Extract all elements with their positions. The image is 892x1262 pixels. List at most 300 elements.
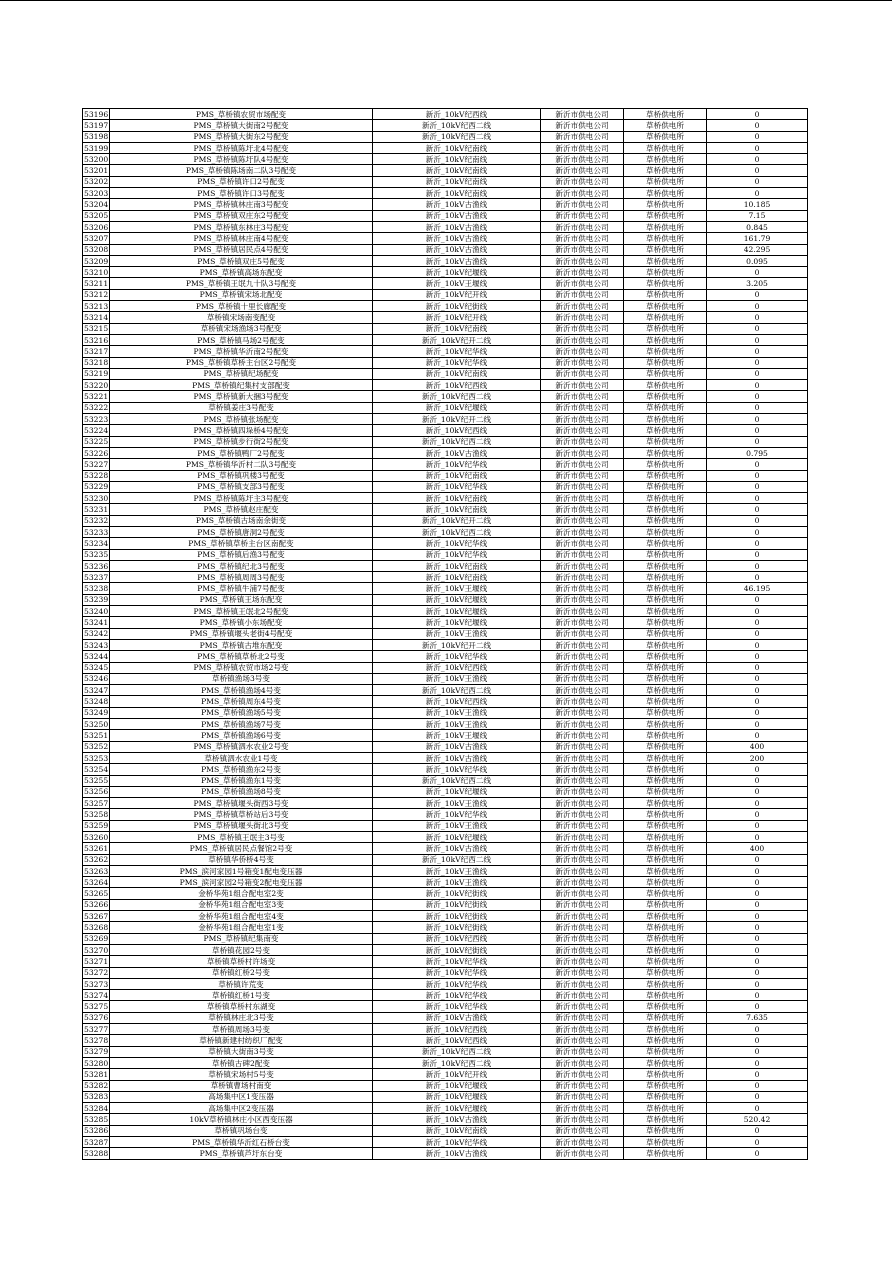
table-row bbox=[83, 786, 808, 797]
transformer-name-cell: 草桥镇宋场村5号变 bbox=[110, 1069, 373, 1080]
value-cell: 0 bbox=[707, 425, 808, 436]
value-cell: 0 bbox=[707, 323, 808, 334]
value-cell: 0 bbox=[707, 526, 808, 537]
company-cell: 新沂市供电公司 bbox=[541, 481, 624, 492]
table-row bbox=[83, 391, 808, 402]
value-cell: 0 bbox=[707, 775, 808, 786]
company-cell: 新沂市供电公司 bbox=[541, 944, 624, 955]
table-row bbox=[83, 820, 808, 831]
feeder-line-cell: 新沂_10kV王渔线 bbox=[373, 719, 541, 730]
transformer-name-cell: 草桥镇林庄北3号变 bbox=[110, 1012, 373, 1023]
station-cell: 草桥供电所 bbox=[624, 210, 707, 221]
transformer-name-cell: PMS_草桥镇陈圩主3号配变 bbox=[110, 493, 373, 504]
transformer-name-cell: PMS_草桥镇小东场配变 bbox=[110, 617, 373, 628]
table-row bbox=[83, 617, 808, 628]
company-cell: 新沂市供电公司 bbox=[541, 1057, 624, 1068]
table-row bbox=[83, 334, 808, 345]
row-id-cell: 53236 bbox=[84, 561, 109, 571]
row-id-cell: 53202 bbox=[84, 177, 109, 187]
transformer-name-cell: 金桥华苑1组合配电室2变 bbox=[110, 888, 373, 899]
transformer-name-cell: PMS_草桥镇渔东2号变 bbox=[110, 764, 373, 775]
row-id-cell: 53276 bbox=[84, 1013, 109, 1023]
row-id-cell: 53251 bbox=[84, 730, 109, 740]
station-cell: 草桥供电所 bbox=[624, 109, 707, 120]
station-cell: 草桥供电所 bbox=[624, 1035, 707, 1046]
station-cell: 草桥供电所 bbox=[624, 888, 707, 899]
transformer-name-cell: PMS_草桥镇农贸市场2号变 bbox=[110, 662, 373, 673]
transformer-name-cell: PMS_草桥镇大街南2号配变 bbox=[110, 120, 373, 131]
station-cell: 草桥供电所 bbox=[624, 425, 707, 436]
row-id-cell: 53218 bbox=[84, 358, 109, 368]
table-row bbox=[83, 854, 808, 865]
row-id-cell: 53215 bbox=[84, 324, 109, 334]
company-cell: 新沂市供电公司 bbox=[541, 786, 624, 797]
table-row bbox=[83, 764, 808, 775]
table-row bbox=[83, 990, 808, 1001]
row-id-cell: 53221 bbox=[84, 392, 109, 402]
row-id-cell: 53282 bbox=[84, 1081, 109, 1091]
transformer-name-cell: PMS_草桥镇周东4号变 bbox=[110, 696, 373, 707]
transformer-name-cell: 草桥镇红桥1号变 bbox=[110, 990, 373, 1001]
feeder-line-cell: 新沂_10kV纪华线 bbox=[373, 549, 541, 560]
company-cell: 新沂市供电公司 bbox=[541, 402, 624, 413]
station-cell: 草桥供电所 bbox=[624, 244, 707, 255]
feeder-line-cell: 新沂_10kV纪华线 bbox=[373, 651, 541, 662]
value-cell: 0 bbox=[707, 1137, 808, 1148]
row-id-cell: 53207 bbox=[84, 233, 109, 243]
company-cell: 新沂市供电公司 bbox=[541, 1137, 624, 1148]
value-cell: 0 bbox=[707, 911, 808, 922]
value-cell: 0 bbox=[707, 854, 808, 865]
transformer-name-cell: 草桥镇曹场村南变 bbox=[110, 1080, 373, 1091]
value-cell: 0 bbox=[707, 346, 808, 357]
transformer-name-cell: 草桥镇草桥村许场变 bbox=[110, 956, 373, 967]
table-row bbox=[83, 741, 808, 752]
transformer-name-cell: PMS_草桥镇马场2号配变 bbox=[110, 334, 373, 345]
transformer-name-cell: 草桥镇许荒变 bbox=[110, 978, 373, 989]
table-row bbox=[83, 414, 808, 425]
station-cell: 草桥供电所 bbox=[624, 933, 707, 944]
table-row bbox=[83, 606, 808, 617]
station-cell: 草桥供电所 bbox=[624, 233, 707, 244]
company-cell: 新沂市供电公司 bbox=[541, 639, 624, 650]
transformer-name-cell: 草桥镇巩场台变 bbox=[110, 1125, 373, 1136]
transformer-name-cell: PMS_草桥镇草桥主台区南配变 bbox=[110, 538, 373, 549]
row-id-cell: 53239 bbox=[84, 595, 109, 605]
page-top-rule bbox=[0, 0, 892, 1]
value-cell: 0 bbox=[707, 628, 808, 639]
row-id-cell: 53238 bbox=[84, 584, 109, 594]
value-cell: 0 bbox=[707, 967, 808, 978]
value-cell: 161.79 bbox=[707, 233, 808, 244]
feeder-line-cell: 新沂_10kV纪南线 bbox=[373, 572, 541, 583]
table-row bbox=[83, 775, 808, 786]
table-row bbox=[83, 199, 808, 210]
station-cell: 草桥供电所 bbox=[624, 865, 707, 876]
station-cell: 草桥供电所 bbox=[624, 1125, 707, 1136]
transformer-name-cell: PMS_草桥镇唐洞2号配变 bbox=[110, 526, 373, 537]
transformer-name-cell: PMS_草桥镇王场东配变 bbox=[110, 594, 373, 605]
table-row bbox=[83, 1125, 808, 1136]
company-cell: 新沂市供电公司 bbox=[541, 1114, 624, 1125]
feeder-line-cell: 新沂_10kV纪堰线 bbox=[373, 617, 541, 628]
company-cell: 新沂市供电公司 bbox=[541, 109, 624, 120]
value-cell: 0.095 bbox=[707, 255, 808, 266]
table-row bbox=[83, 267, 808, 278]
station-cell: 草桥供电所 bbox=[624, 436, 707, 447]
company-cell: 新沂市供电公司 bbox=[541, 221, 624, 232]
table-row bbox=[83, 809, 808, 820]
value-cell: 0 bbox=[707, 707, 808, 718]
company-cell: 新沂市供电公司 bbox=[541, 1046, 624, 1057]
feeder-line-cell: 新沂_10kV古渔线 bbox=[373, 447, 541, 458]
row-id-cell: 53253 bbox=[84, 753, 109, 763]
station-cell: 草桥供电所 bbox=[624, 752, 707, 763]
table-row bbox=[83, 1024, 808, 1035]
row-id-cell: 53261 bbox=[84, 843, 109, 853]
value-cell: 0 bbox=[707, 1148, 808, 1159]
row-id-cell: 53223 bbox=[84, 414, 109, 424]
company-cell: 新沂市供电公司 bbox=[541, 560, 624, 571]
company-cell: 新沂市供电公司 bbox=[541, 1080, 624, 1091]
feeder-line-cell: 新沂_10kV纪华线 bbox=[373, 346, 541, 357]
feeder-line-cell: 新沂_10kV纪西二线 bbox=[373, 526, 541, 537]
station-cell: 草桥供电所 bbox=[624, 990, 707, 1001]
company-cell: 新沂市供电公司 bbox=[541, 380, 624, 391]
station-cell: 草桥供电所 bbox=[624, 1057, 707, 1068]
station-cell: 草桥供电所 bbox=[624, 267, 707, 278]
table-row bbox=[83, 628, 808, 639]
row-id-cell: 53204 bbox=[84, 200, 109, 210]
feeder-line-cell: 新沂_10kV纪开线 bbox=[373, 1069, 541, 1080]
table-row bbox=[83, 730, 808, 741]
table-row bbox=[83, 188, 808, 199]
table-row bbox=[83, 538, 808, 549]
table-row bbox=[83, 1091, 808, 1102]
transformer-name-cell: PMS_草桥镇陈场南二队3号配变 bbox=[110, 165, 373, 176]
transformer-name-cell: PMS_草桥镇十里长廊配变 bbox=[110, 301, 373, 312]
station-cell: 草桥供电所 bbox=[624, 131, 707, 142]
feeder-line-cell: 新沂_10kV纪华线 bbox=[373, 764, 541, 775]
table-row bbox=[83, 402, 808, 413]
row-id-cell: 53252 bbox=[84, 742, 109, 752]
value-cell: 0 bbox=[707, 1024, 808, 1035]
row-id-cell: 53222 bbox=[84, 403, 109, 413]
company-cell: 新沂市供电公司 bbox=[541, 572, 624, 583]
value-cell: 0 bbox=[707, 504, 808, 515]
transformer-name-cell: PMS_草桥镇纪集南变 bbox=[110, 933, 373, 944]
row-id-cell: 53245 bbox=[84, 663, 109, 673]
company-cell: 新沂市供电公司 bbox=[541, 922, 624, 933]
table-row bbox=[83, 368, 808, 379]
station-cell: 草桥供电所 bbox=[624, 1114, 707, 1125]
feeder-line-cell: 新沂_10kV纪南线 bbox=[373, 154, 541, 165]
company-cell: 新沂市供电公司 bbox=[541, 673, 624, 684]
table-row bbox=[83, 142, 808, 153]
company-cell: 新沂市供电公司 bbox=[541, 301, 624, 312]
table-row bbox=[83, 504, 808, 515]
feeder-line-cell: 新沂_10kV古渔线 bbox=[373, 1012, 541, 1023]
transformer-name-cell: PMS_草桥镇张场配变 bbox=[110, 414, 373, 425]
table-row bbox=[83, 933, 808, 944]
company-cell: 新沂市供电公司 bbox=[541, 334, 624, 345]
transformer-name-cell: 草桥镇周场3号变 bbox=[110, 1024, 373, 1035]
table-row bbox=[83, 1080, 808, 1091]
row-id-cell: 53244 bbox=[84, 651, 109, 661]
station-cell: 草桥供电所 bbox=[624, 967, 707, 978]
feeder-line-cell: 新沂_10kV古渔线 bbox=[373, 233, 541, 244]
transformer-name-cell: PMS_草桥镇泗水农业2号变 bbox=[110, 741, 373, 752]
station-cell: 草桥供电所 bbox=[624, 707, 707, 718]
company-cell: 新沂市供电公司 bbox=[541, 176, 624, 187]
station-cell: 草桥供电所 bbox=[624, 278, 707, 289]
table-row bbox=[83, 210, 808, 221]
station-cell: 草桥供电所 bbox=[624, 594, 707, 605]
transformer-name-cell: 高场集中区1变压器 bbox=[110, 1091, 373, 1102]
transformer-name-cell: 草桥镇姜庄3号配变 bbox=[110, 402, 373, 413]
station-cell: 草桥供电所 bbox=[624, 843, 707, 854]
feeder-line-cell: 新沂_10kV王渔线 bbox=[373, 865, 541, 876]
company-cell: 新沂市供电公司 bbox=[541, 414, 624, 425]
feeder-line-cell: 新沂_10kV纪堰线 bbox=[373, 267, 541, 278]
table-row bbox=[83, 1114, 808, 1125]
table-row bbox=[83, 481, 808, 492]
row-id-cell: 53230 bbox=[84, 493, 109, 503]
transformer-name-cell: PMS_草桥镇赵庄配变 bbox=[110, 504, 373, 515]
station-cell: 草桥供电所 bbox=[624, 481, 707, 492]
station-cell: 草桥供电所 bbox=[624, 899, 707, 910]
company-cell: 新沂市供电公司 bbox=[541, 210, 624, 221]
table-row bbox=[83, 109, 808, 120]
feeder-line-cell: 新沂_10kV纪华线 bbox=[373, 956, 541, 967]
feeder-line-cell: 新沂_10kV纪西线 bbox=[373, 425, 541, 436]
row-id-cell: 53214 bbox=[84, 312, 109, 322]
company-cell: 新沂市供电公司 bbox=[541, 662, 624, 673]
transformer-table-body bbox=[83, 109, 808, 1160]
company-cell: 新沂市供电公司 bbox=[541, 606, 624, 617]
transformer-name-cell: PMS_草桥镇草桥北2号变 bbox=[110, 651, 373, 662]
value-cell: 0 bbox=[707, 1080, 808, 1091]
value-cell: 0 bbox=[707, 402, 808, 413]
transformer-name-cell: PMS_草桥镇草桥主台区2号配变 bbox=[110, 357, 373, 368]
row-id-cell: 53271 bbox=[84, 956, 109, 966]
transformer-name-cell: PMS_草桥镇新大捆3号配变 bbox=[110, 391, 373, 402]
table-row bbox=[83, 470, 808, 481]
transformer-name-cell: PMS_草桥镇渔场7号变 bbox=[110, 719, 373, 730]
feeder-line-cell: 新沂_10kV纪华线 bbox=[373, 809, 541, 820]
value-cell: 0 bbox=[707, 470, 808, 481]
value-cell: 0 bbox=[707, 549, 808, 560]
value-cell: 0 bbox=[707, 380, 808, 391]
value-cell: 0 bbox=[707, 594, 808, 605]
transformer-name-cell: PMS_草桥镇林庄南4号配变 bbox=[110, 233, 373, 244]
value-cell: 0 bbox=[707, 267, 808, 278]
table-row bbox=[83, 1057, 808, 1068]
station-cell: 草桥供电所 bbox=[624, 199, 707, 210]
feeder-line-cell: 新沂_10kV王堰线 bbox=[373, 730, 541, 741]
company-cell: 新沂市供电公司 bbox=[541, 357, 624, 368]
company-cell: 新沂市供电公司 bbox=[541, 244, 624, 255]
feeder-line-cell: 新沂_10kV纪西二线 bbox=[373, 436, 541, 447]
station-cell: 草桥供电所 bbox=[624, 662, 707, 673]
feeder-line-cell: 新沂_10kV王堰线 bbox=[373, 278, 541, 289]
table-row bbox=[83, 357, 808, 368]
station-cell: 草桥供电所 bbox=[624, 730, 707, 741]
transformer-name-cell: PMS_草桥镇林庄南3号配变 bbox=[110, 199, 373, 210]
value-cell: 0 bbox=[707, 391, 808, 402]
table-row bbox=[83, 436, 808, 447]
company-cell: 新沂市供电公司 bbox=[541, 1024, 624, 1035]
row-id-cell: 53287 bbox=[84, 1137, 109, 1147]
table-row bbox=[83, 707, 808, 718]
company-cell: 新沂市供电公司 bbox=[541, 583, 624, 594]
table-row bbox=[83, 165, 808, 176]
transformer-name-cell: 草桥镇红桥2号变 bbox=[110, 967, 373, 978]
feeder-line-cell: 新沂_10kV纪华线 bbox=[373, 357, 541, 368]
company-cell: 新沂市供电公司 bbox=[541, 267, 624, 278]
company-cell: 新沂市供电公司 bbox=[541, 1069, 624, 1080]
transformer-name-cell: 草桥镇华侨桥4号变 bbox=[110, 854, 373, 865]
table-row bbox=[83, 865, 808, 876]
company-cell: 新沂市供电公司 bbox=[541, 877, 624, 888]
row-id-cell: 53225 bbox=[84, 437, 109, 447]
value-cell: 0.795 bbox=[707, 447, 808, 458]
value-cell: 0 bbox=[707, 606, 808, 617]
row-id-cell: 53288 bbox=[84, 1148, 109, 1158]
company-cell: 新沂市供电公司 bbox=[541, 447, 624, 458]
value-cell: 0 bbox=[707, 515, 808, 526]
table-row bbox=[83, 685, 808, 696]
station-cell: 草桥供电所 bbox=[624, 854, 707, 865]
company-cell: 新沂市供电公司 bbox=[541, 289, 624, 300]
feeder-line-cell: 新沂_10kV纪开二线 bbox=[373, 515, 541, 526]
company-cell: 新沂市供电公司 bbox=[541, 459, 624, 470]
value-cell: 0 bbox=[707, 820, 808, 831]
table-row bbox=[83, 278, 808, 289]
transformer-name-cell: PMS_草桥镇步行街2号配变 bbox=[110, 436, 373, 447]
feeder-line-cell: 新沂_10kV纪堰线 bbox=[373, 1080, 541, 1091]
feeder-line-cell: 新沂_10kV纪南线 bbox=[373, 493, 541, 504]
table-row bbox=[83, 662, 808, 673]
row-id-cell: 53277 bbox=[84, 1024, 109, 1034]
station-cell: 草桥供电所 bbox=[624, 459, 707, 470]
transformer-name-cell: PMS_草桥镇高场东配变 bbox=[110, 267, 373, 278]
feeder-line-cell: 新沂_10kV古渔线 bbox=[373, 199, 541, 210]
station-cell: 草桥供电所 bbox=[624, 470, 707, 481]
transformer-name-cell: PMS_草桥镇纪场配变 bbox=[110, 368, 373, 379]
station-cell: 草桥供电所 bbox=[624, 312, 707, 323]
value-cell: 0 bbox=[707, 493, 808, 504]
row-id-cell: 53250 bbox=[84, 719, 109, 729]
value-cell: 0 bbox=[707, 1046, 808, 1057]
station-cell: 草桥供电所 bbox=[624, 142, 707, 153]
feeder-line-cell: 新沂_10kV纪西二线 bbox=[373, 685, 541, 696]
feeder-line-cell: 新沂_10kV纪堰线 bbox=[373, 606, 541, 617]
table-row bbox=[83, 843, 808, 854]
transformer-name-cell: PMS_草桥镇居民点4号配变 bbox=[110, 244, 373, 255]
transformer-name-cell: PMS_草桥镇王氓主3号变 bbox=[110, 832, 373, 843]
row-id-cell: 53272 bbox=[84, 968, 109, 978]
station-cell: 草桥供电所 bbox=[624, 334, 707, 345]
company-cell: 新沂市供电公司 bbox=[541, 1148, 624, 1159]
value-cell: 0 bbox=[707, 176, 808, 187]
station-cell: 草桥供电所 bbox=[624, 798, 707, 809]
transformer-name-cell: PMS_草桥镇东林庄3号配变 bbox=[110, 221, 373, 232]
station-cell: 草桥供电所 bbox=[624, 1012, 707, 1023]
value-cell: 0 bbox=[707, 899, 808, 910]
row-id-cell: 53270 bbox=[84, 945, 109, 955]
value-cell: 0 bbox=[707, 120, 808, 131]
company-cell: 新沂市供电公司 bbox=[541, 120, 624, 131]
value-cell: 0 bbox=[707, 685, 808, 696]
station-cell: 草桥供电所 bbox=[624, 560, 707, 571]
row-id-cell: 53259 bbox=[84, 821, 109, 831]
transformer-name-cell: 草桥镇草桥村东湖变 bbox=[110, 1001, 373, 1012]
row-id-cell: 53216 bbox=[84, 335, 109, 345]
transformer-name-cell: PMS_草桥镇渔东1号变 bbox=[110, 775, 373, 786]
company-cell: 新沂市供电公司 bbox=[541, 391, 624, 402]
table-row bbox=[83, 1069, 808, 1080]
table-row bbox=[83, 798, 808, 809]
transformer-name-cell: PMS_滨河家园1号箱变1配电变压器 bbox=[110, 865, 373, 876]
row-id-cell: 53199 bbox=[84, 143, 109, 153]
transformer-name-cell: PMS_草桥镇居民点餐馆2号变 bbox=[110, 843, 373, 854]
value-cell: 0 bbox=[707, 357, 808, 368]
station-cell: 草桥供电所 bbox=[624, 1024, 707, 1035]
station-cell: 草桥供电所 bbox=[624, 391, 707, 402]
station-cell: 草桥供电所 bbox=[624, 606, 707, 617]
company-cell: 新沂市供电公司 bbox=[541, 696, 624, 707]
feeder-line-cell: 新沂_10kV纪西二线 bbox=[373, 391, 541, 402]
transformer-name-cell: 金桥华苑1组合配电室4变 bbox=[110, 911, 373, 922]
transformer-name-cell: PMS_草桥镇华沂村二队3号配变 bbox=[110, 459, 373, 470]
station-cell: 草桥供电所 bbox=[624, 380, 707, 391]
row-id-cell: 53247 bbox=[84, 685, 109, 695]
row-id-cell: 53280 bbox=[84, 1058, 109, 1068]
value-cell: 0 bbox=[707, 877, 808, 888]
station-cell: 草桥供电所 bbox=[624, 651, 707, 662]
feeder-line-cell: 新沂_10kV古渔线 bbox=[373, 210, 541, 221]
feeder-line-cell: 新沂_10kV纪南线 bbox=[373, 165, 541, 176]
row-id-cell: 53217 bbox=[84, 346, 109, 356]
feeder-line-cell: 新沂_10kV纪华线 bbox=[373, 538, 541, 549]
table-row bbox=[83, 526, 808, 537]
value-cell: 0 bbox=[707, 538, 808, 549]
table-row bbox=[83, 1148, 808, 1159]
transformer-name-cell: 草桥镇宋场南变配变 bbox=[110, 312, 373, 323]
feeder-line-cell: 新沂_10kV纪西线 bbox=[373, 380, 541, 391]
table-row bbox=[83, 447, 808, 458]
transformer-name-cell: PMS_草桥镇堰头老街4号配变 bbox=[110, 628, 373, 639]
table-row bbox=[83, 956, 808, 967]
row-id-cell: 53281 bbox=[84, 1069, 109, 1079]
company-cell: 新沂市供电公司 bbox=[541, 617, 624, 628]
company-cell: 新沂市供电公司 bbox=[541, 764, 624, 775]
company-cell: 新沂市供电公司 bbox=[541, 368, 624, 379]
transformer-name-cell: PMS_草桥镇渔场4号变 bbox=[110, 685, 373, 696]
company-cell: 新沂市供电公司 bbox=[541, 854, 624, 865]
value-cell: 0 bbox=[707, 1057, 808, 1068]
row-id-cell: 53249 bbox=[84, 708, 109, 718]
company-cell: 新沂市供电公司 bbox=[541, 741, 624, 752]
row-id-cell: 53283 bbox=[84, 1092, 109, 1102]
table-row bbox=[83, 899, 808, 910]
value-cell: 0 bbox=[707, 142, 808, 153]
company-cell: 新沂市供电公司 bbox=[541, 425, 624, 436]
table-row bbox=[83, 1001, 808, 1012]
table-row bbox=[83, 922, 808, 933]
transformer-name-cell: PMS_草桥镇纪集村支部配变 bbox=[110, 380, 373, 391]
